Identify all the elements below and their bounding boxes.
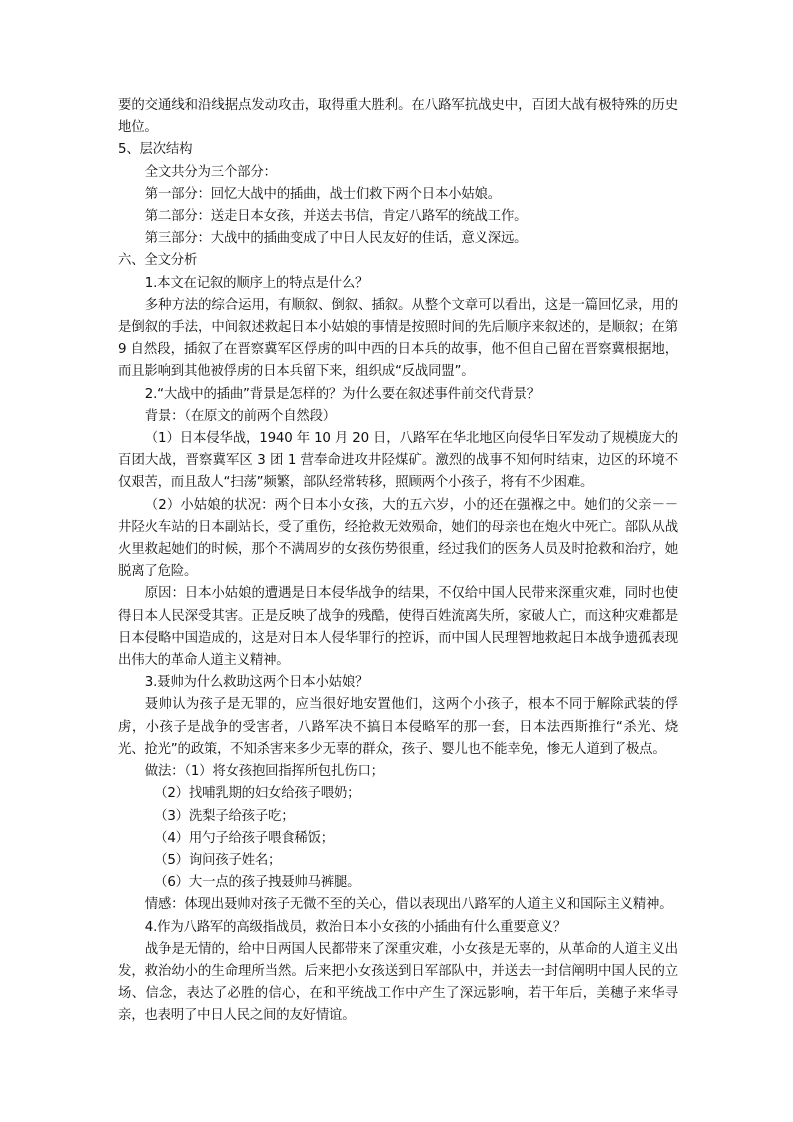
paragraph: （6）大一点的孩子拽聂帅马裤腿。 [154, 875, 361, 891]
paragraph: （2）小姑娘的状况：两个日本小女孩，大的五六岁，小的还在强褓之中。她们的父亲－－井陉火车站的日本副站长，受了重伤，经抢救无效殒命，她们的母亲也在炮火中死亡。部队从战火里救起她们的时候，那个不满周岁的女孩伤势很重，经过我们的医务人员及时抢救和治疗，她脱离了危险。 [118, 497, 678, 580]
paragraph: 第一部分：回忆大战中的插曲，战士们救下两个日本小姑娘。 [144, 186, 501, 202]
paragraph: 要的交通线和沿线据点发动攻击，取得重大胜利。在八路军抗战史中，百团大战有极特殊的历史地位。 [118, 98, 678, 136]
paragraph: 原因：日本小姑娘的遭遇是日本侵华战争的结果，不仅给中国人民带来深重灾难，同时也使得日本人民深受其害。正是反映了战争的残酷，使得百姓流离失所，家破人亡，而这种灾难都是日本侵略中国造成的，这是对日本人侵华罪行的控诉，而中国人民理智地救起日本战争遗孤表现出伟大的革命人道主义精神。 [118, 586, 678, 669]
paragraph: 做法：（1）将女孩抱回指挥所包扎伤口； [144, 764, 384, 780]
paragraph: 情感：体现出聂帅对孩子无微不至的关心，借以表现出八路军的人道主义和国际主义精神。 [144, 897, 673, 913]
paragraph: 5、层次结构 [118, 142, 193, 158]
paragraph: 第三部分：大战中的插曲变成了中日人民友好的佳话，意义深远。 [144, 231, 528, 247]
paragraph: 3.聂帅为什么救助这两个日本小姑娘？ [144, 675, 369, 691]
paragraph: 战争是无情的，给中日两国人民都带来了深重灾难，小女孩是无辜的，从革命的人道主义出发，救治幼小的生命理所当然。后来把小女孩送到日军部队中，并送去一封信阐明中国人民的立场、信念，表达了必胜的信心，在和平统战工作中产生了深远影响，若干年后，美穗子来华寻亲，也表明了中日人民之间的友好情谊。 [118, 941, 678, 1024]
paragraph: 4.作为八路军的高级指战员，救治日本小女孩的小插曲有什么重要意义？ [144, 919, 567, 935]
paragraph: 2.“大战中的插曲”背景是怎样的？为什么要在叙述事件前交代背景？ [144, 386, 540, 402]
paragraph: 背景：（在原文的前两个自然段） [144, 408, 336, 424]
paragraph: （4）用勺子给孩子喂食稀饭； [154, 830, 334, 846]
paragraph: （5）询问孩子姓名； [154, 852, 282, 868]
paragraph: 全文共分为三个部分： [144, 164, 277, 180]
paragraph: 多种方法的综合运用，有顺叙、倒叙、插叙。从整个文章可以看出，这是一篇回忆录，用的是倒叙的手法，中间叙述救起日本小姑娘的事情是按照时间的先后顺序来叙述的，是顺叙；在第 9 自然段，插叙了在晋察冀军区俘虏的叫中西的日本兵的故事，他不但自己留在晋察冀根据地，而且影响到其他被俘虏的日本兵留下来，组织成“反战同盟”。 [118, 297, 678, 380]
paragraph: 第二部分：送走日本女孩，并送去书信，肯定八路军的统战工作。 [144, 209, 528, 225]
paragraph: （2）找哺乳期的妇女给孩子喂奶； [154, 786, 361, 802]
document-body [118, 95, 678, 1028]
paragraph: （3）洗梨子给孩子吃； [154, 808, 295, 824]
paragraph: 1.本文在记叙的顺序上的特点是什么？ [144, 275, 369, 291]
paragraph: （1）日本侵华战，1940 年 10 月 20 日，八路军在华北地区向侵华日军发动了规模庞大的百团大战，晋察冀军区 3 团 1 营奉命进攻井陉煤矿。激烈的战事不知何时结束，边区的环境不仅艰苦，而且敌人“扫荡”频繁，部队经常转移，照顾两个小孩子，将有不少困难。 [118, 431, 678, 491]
paragraph: 六、全文分析 [118, 253, 198, 269]
paragraph: 聂帅认为孩子是无罪的，应当很好地安置他们，这两个小孩子，根本不同于解除武装的俘虏，小孩子是战争的受害者，八路军决不搞日本侵略军的那一套，日本法西斯推行“杀光、烧光、抢光”的政策，不知杀害来多少无辜的群众，孩子、婴儿也不能幸免，惨无人道到了极点。 [118, 697, 678, 757]
